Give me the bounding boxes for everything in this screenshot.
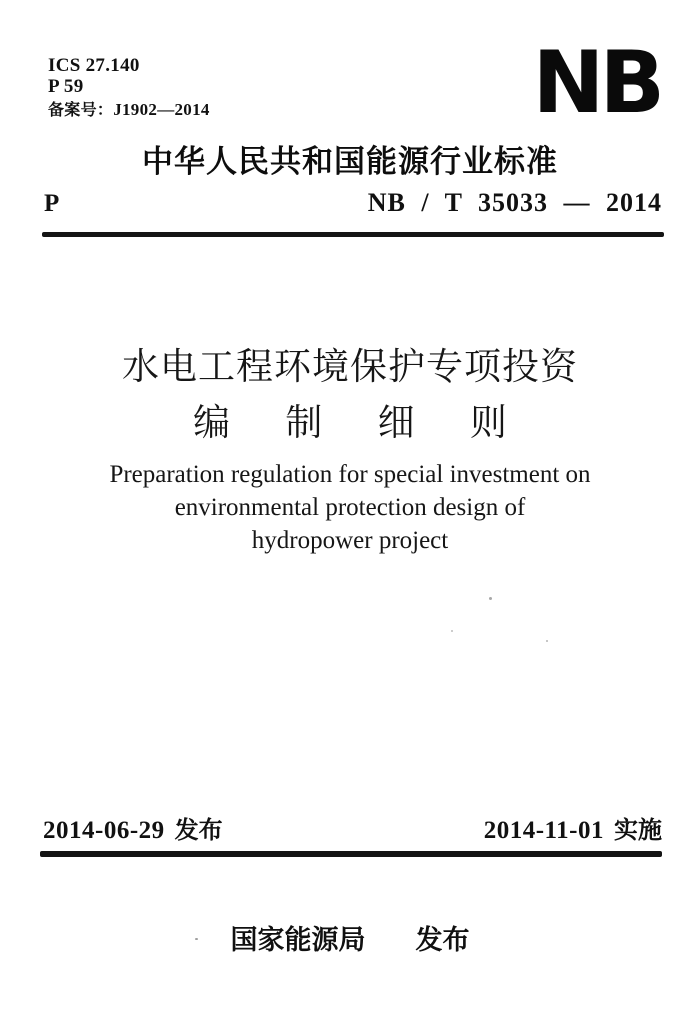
title-cn-line2: 编 制 细 则 — [193, 403, 507, 444]
issue-date: 2014-06-29 — [43, 817, 165, 844]
title-en-line3: hydropower project — [251, 527, 449, 554]
scan-speck — [451, 630, 453, 632]
publisher-name: 国家能源局 — [230, 925, 366, 955]
issue-date-label: 发布 — [174, 817, 223, 844]
record-number-line — [48, 99, 210, 121]
title-en-line2: environmental protection design of — [174, 494, 526, 521]
record-number-value: J1902—2014 — [113, 100, 210, 119]
ics-block — [48, 55, 210, 121]
scan-speck — [489, 597, 492, 600]
dates-row — [43, 810, 662, 845]
implementation-date-label: 实施 — [614, 817, 662, 844]
classification-code: P 59 — [48, 76, 84, 97]
nb-logo: NB — [532, 33, 660, 133]
standard-number: NB / T 35033 — 2014 — [367, 188, 662, 217]
title-en — [0, 458, 700, 557]
doc-class-letter: P — [44, 190, 60, 217]
implementation-date-group — [484, 810, 662, 845]
footer-rule — [40, 851, 662, 857]
publisher-action-label: 发布 — [415, 925, 470, 955]
implementation-date: 2014-11-01 — [483, 817, 604, 844]
header-rule — [42, 232, 664, 237]
publisher-row — [0, 918, 700, 957]
issue-date-group — [43, 810, 223, 845]
standard-type-title: 中华人民共和国能源行业标准 — [142, 144, 558, 179]
ics-code: ICS 27.140 — [48, 55, 140, 76]
title-en-line1: Preparation regulation for special investment on — [109, 461, 591, 488]
record-number-label: 备案号： — [48, 102, 114, 119]
scan-speck — [546, 640, 548, 642]
title-cn-line1: 水电工程环境保护专项投资 — [122, 347, 578, 388]
code-row — [44, 188, 662, 218]
